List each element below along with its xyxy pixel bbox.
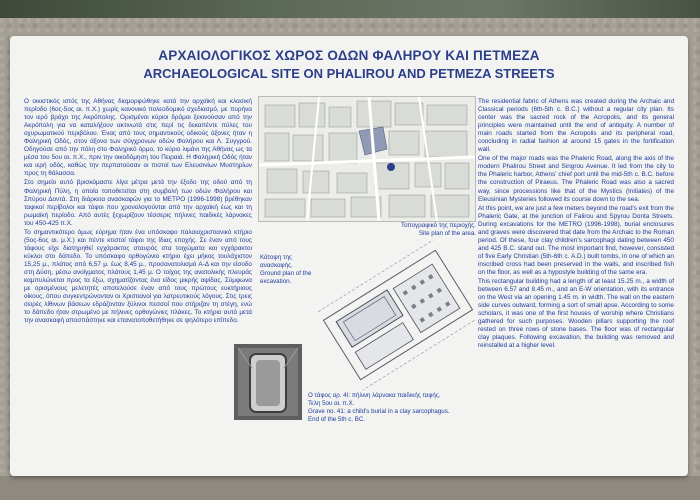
english-paragraph: This rectangular building had a length of at least 15.25 m., a width of between 6.57 and 8.45 m., and an E-W orientation, with its entrance on the West via an opening 1.45 m. in width. The wall on the eastern side curves outward, forming a sort of small apse. According to some scholars, it was one of the first houses of worship where Christians gathered for such purposes. Wooden pillars supporting the roof rested on three rows of stone bases. The floor was of rectangular clay plaques. Following excavation, the building was removed and reinstalled at a higher level. bbox=[478, 278, 674, 350]
sarcophagus-caption-greek-2: Τελη 5ου αι. π.Χ. bbox=[308, 400, 355, 407]
sarcophagus-photo-image bbox=[234, 344, 302, 420]
english-text-column bbox=[478, 98, 674, 452]
greek-paragraph: Στο σημείο αυτό βρισκόμαστε λίγα μέτρα μετά την έξοδο της οδού από τη Φαληρική Πύλη, η οποία τοποθετείται στη συμβολή των οδών Φαλήρου και Σπύρου Δοντά. Στη διάρκεια ανασκαφών για το ΜΕΤΡΟ (1996-1998) βρέθηκαν ταφικοί περίβολοι και τάφοι που χρονολογούνται από την αρχαϊκή έως και τη ρωμαϊκή περίοδο. Από αυτές ξεχωρίζουν τέσσερις πήλινες παιδικές λάρνακες του 450-425 π.Χ. bbox=[24, 179, 252, 227]
english-paragraph: The residential fabric of Athens was created during the Archaic and Classical periods (6th-5th c. B.C.) without a regular city plan. Its center was the sacred rock of the Acropolis, and its general principles were maintained until the end of antiquity. A number of main roads started from the Acropolis and its peripheral road, concluding in radial fashion at around 15 gates in the fortification wall. bbox=[478, 98, 674, 154]
ground-plan-caption bbox=[260, 254, 318, 286]
ground-plan-drawing bbox=[318, 240, 476, 390]
title-greek: ΑΡΧΑΙΟΛΟΓΙΚΟΣ ΧΩΡΟΣ ΟΔΩΝ ΦΑΛΗΡΟΥ ΚΑΙ ΠΕΤΜΕΖΑ bbox=[158, 48, 540, 63]
english-paragraph: At this point, we are just a few meters beyond the road's exit from the Phaleric Gate, at the junction of Falirou and Spyrou Donta Streets. During excavations for the METRO (1996-1998), burial enclosures and graves were discovered that date from the Archaic to the Roman period. Of these, four clay children's sarcophagi dating between 450 and 425 B.C. stand out. The most important find, however, consisted of five Early Christian (5th-6th c. A.D.) built tombs, in one of which an inscribed cross had been preserved in the walls, and inscribed fish on the floor, as well as a hypostyle building of the same era. bbox=[478, 204, 674, 276]
ground-plan-caption-english: Ground plan of the excavation. bbox=[260, 270, 312, 285]
greek-paragraph: Ο οικιστικός ιστός της Αθήνας διαμορφώθηκε κατά την αρχαϊκή και κλασική περίοδο (6ος-5ος αι. π.Χ.) χωρίς κανονικό πολεοδομικό σχεδιασμό, με πυρήνα τον ιερό βράχο της Ακρόπολης. Ορισμένοι κύριοι δρόμοι ξεκινούσαν από την Ακρόπολη για να καταλήξουν ακτινωτά στις περί τις δεκαπέντε πύλες του οχυρωματικού περιβόλου. Ένας από τους σημαντικούς οδικούς άξονες ήταν η Φαληρική Οδός, στον άξονα των σύγχρονων οδών Φαλήρου και Λ. Συγγρού. Οδηγούσε από την πόλη στο Φαληρικό όρμο, το κύριο λιμάνι της Αθήνας ως τα μέσα του 5ου αι. π.Χ., πριν την οικοδόμηση του Πειραιά. Η Φαληρική Οδός ήταν και ιερή οδός, καθώς την περπατούσαν οι πιστοί των Ελευσινίων Μυστηρίων προς τη θάλασσα. bbox=[24, 98, 252, 178]
background-ledge bbox=[0, 476, 700, 500]
sarcophagus-caption-english-2: End of the 5th c. BC. bbox=[308, 416, 366, 423]
excavation-ground-plan bbox=[318, 240, 476, 390]
site-map-caption-english: Site plan of the area. bbox=[418, 230, 476, 237]
title-english: ARCHAEOLOGICAL SITE ON PHALIROU AND PETMEZA STREETS bbox=[143, 66, 555, 81]
sarcophagus-caption-greek-1: Ο τάφος αρ. 4Ι: πήλινη λάρνακα παιδικής ταφής. bbox=[308, 392, 441, 399]
sarcophagus-caption bbox=[308, 392, 476, 424]
site-map-caption bbox=[360, 222, 476, 238]
ground-plan-caption-greek: Κάτοψη της ανασκαφής. bbox=[260, 254, 293, 269]
site-map bbox=[258, 96, 476, 222]
site-map-drawing bbox=[259, 97, 475, 221]
information-plaque bbox=[10, 36, 688, 476]
greek-paragraph: Το σημαντικότερο όμως εύρημα ήταν ένα υπόσκαφο παλαιοχριστιανικό κτήριο (5ος-6ος αι. μ.Χ.) και πέντε κτιστοί τάφοι της ίδιας εποχής. Σε έναν από τους τάφους είχε διατηρηθεί εγχάρακτος σταυρός στα τοιχώματα και εγχάρακτοι κύκλοι στο δάπεδο. Το υπόσκαφο ορθογώνιο κτήριο έχει μήκος τουλάχιστον 15,25 μ., πλάτος από 6,57 μ. έως 8,45 μ., προσανατολισμό Α-Δ και την είσοδο στη Δύση, μέσω ανοίγματος πλάτους 1,45 μ. Ο τοίχος της ανατολικής πλευράς καμπυλώνεται προς τα έξω, σχηματίζοντας ένα είδος μικρής αψίδας. Σύμφωνα με ορισμένους μελετητές αποτελούσε έναν από τους πρώτους ευκτήριους οίκους, όπου συγκεντρώνονταν οι Χριστιανοί για λατρευτικούς λόγους. Στις τρεις σειρές λίθινων βάσεων εδράζονταν ξύλινοι πεσσοί που στήριζαν τη στέγη, ενώ το δάπεδο ήταν στρωμένο με πήλινες ορθογώνιες πλάκες. Το κτήριο αυτό μετά την ανασκαφή αποσπάστηκε και επανατοποθετήθηκε σε ψηλότερο επίπεδο. bbox=[24, 228, 252, 325]
english-paragraph: One of the major roads was the Phaleric Road, along the axis of the modern Phalirou Street and Singrou Avenue. It led from the city to the Phaleric harbor, Athens' chief port until the mid-5th c. B.C. before the construction of Piraeus. The Phaleric Road was also a sacred way, since processions like that of the Mystics (Initiates) of the Eleusinian Mysteries followed its course down to the sea. bbox=[478, 155, 674, 203]
site-map-caption-greek: Τοπογραφικό της περιοχής. bbox=[400, 222, 476, 229]
greek-text-column bbox=[24, 98, 252, 454]
sarcophagus-photo bbox=[234, 344, 302, 420]
sarcophagus-caption-english-1: Grave no. 41: a child's burial in a clay sarcophagus. bbox=[308, 408, 450, 415]
